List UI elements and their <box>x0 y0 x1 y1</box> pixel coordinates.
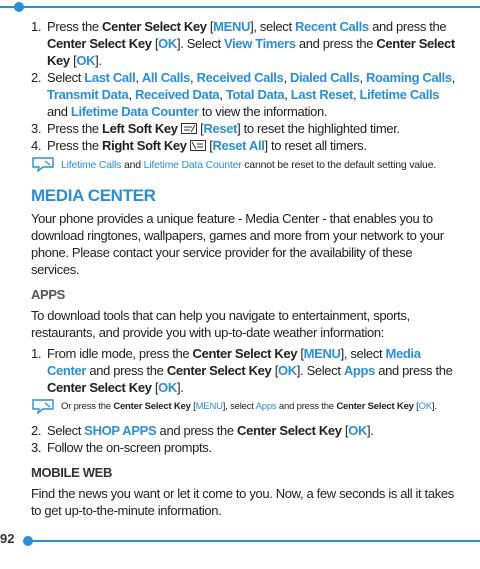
menu-term: OK <box>158 380 177 395</box>
note-icon <box>31 398 57 414</box>
step-text: [ <box>69 53 77 68</box>
step-text: ]. Select <box>176 36 225 51</box>
key-name: Center Select Key <box>166 363 272 378</box>
page-content <box>31 18 461 519</box>
timer-steps <box>31 18 461 154</box>
separator: , <box>284 87 291 102</box>
separator: , <box>283 70 290 85</box>
menu-term: OK <box>158 36 177 51</box>
step-text: From idle mode, press the <box>47 346 193 361</box>
step-text: [ <box>271 363 278 378</box>
menu-term: Dialed Calls <box>289 70 360 85</box>
menu-term: Transmit Data <box>47 87 129 102</box>
separator: , <box>219 87 226 102</box>
timer-step-2 <box>31 69 461 120</box>
separator: , <box>190 70 197 85</box>
menu-term: Reset All <box>212 138 265 153</box>
key-name: Center Select Key <box>47 380 152 395</box>
apps-intro: To download tools that can help you navigate to entertainment, sports, restaurants, and provide you with up-to-date weather information: <box>31 308 410 340</box>
note-term: OK <box>418 401 432 412</box>
step-text: ]. Select <box>296 363 344 378</box>
right-soft-key-icon <box>190 140 206 151</box>
step-text: ], select <box>250 19 295 34</box>
menu-term: Reset <box>203 121 238 136</box>
menu-term: Total Data <box>225 87 285 102</box>
apps-step-3 <box>31 439 461 456</box>
top-rule <box>0 6 480 8</box>
step-text: Select <box>47 70 85 85</box>
step-text: ]. <box>367 423 374 438</box>
menu-term: MENU <box>303 346 341 361</box>
note-term: MENU <box>195 401 223 412</box>
timer-step-4 <box>31 137 461 154</box>
apps-steps-continued <box>31 422 461 456</box>
note-apps-shortcut <box>31 400 461 414</box>
menu-term: Recent Calls <box>294 19 369 34</box>
media-center-intro: Your phone provides a unique feature - Media Center - that enables you to download ringtones, wallpapers, games and more from your network to your phone. Please contact your service provider for the availability of these services. <box>31 211 444 277</box>
bottom-rule-dot <box>23 536 33 546</box>
step-number: 3. <box>31 440 42 455</box>
separator: and <box>47 104 71 119</box>
step-text: ] to reset all timers. <box>264 138 367 153</box>
note-text: and <box>121 159 144 171</box>
apps-steps <box>31 345 461 396</box>
note-term: Lifetime Calls <box>61 159 122 171</box>
step-text: [ <box>341 423 349 438</box>
step-text: [ <box>297 346 304 361</box>
step-text: [ <box>205 138 213 153</box>
step-number: 3. <box>31 121 42 136</box>
note-text: cannot be reset to the default setting value. <box>241 159 437 171</box>
page-number: 92 <box>0 531 15 546</box>
step-text: and press the <box>295 36 377 51</box>
timer-step-1 <box>31 18 461 69</box>
step-text: Press the <box>47 138 103 153</box>
step-text: and press the <box>156 423 238 438</box>
key-name: Left Soft Key <box>102 121 178 136</box>
separator: , <box>451 70 456 85</box>
key-name: Center Select Key <box>192 346 298 361</box>
separator: , <box>135 70 142 85</box>
note-text: [ <box>190 401 196 412</box>
step-text: Press the <box>47 121 103 136</box>
step-number: 1. <box>31 19 42 34</box>
step-text: Follow the on-screen prompts. <box>47 440 212 455</box>
media-center-heading: MEDIA CENTER <box>31 186 156 205</box>
step-number: 2. <box>31 423 42 438</box>
note-text: and press the <box>276 401 337 412</box>
menu-term: Lifetime Calls <box>359 87 440 102</box>
menu-term: SHOP APPS <box>84 423 157 438</box>
step-text: Select <box>47 423 85 438</box>
step-text: [ <box>151 36 159 51</box>
step-number: 1. <box>31 346 42 361</box>
apps-step-2 <box>31 422 461 439</box>
note-text: ], select <box>222 401 256 412</box>
menu-term: Lifetime Data Counter <box>70 104 199 119</box>
step-text: ]. <box>176 380 184 395</box>
step-text: and press the <box>368 19 447 34</box>
menu-term: Last Call <box>84 70 136 85</box>
menu-term: Roaming Calls <box>366 70 452 85</box>
top-rule-dot <box>14 2 24 12</box>
menu-term: OK <box>348 423 367 438</box>
step-text: [ <box>206 19 214 34</box>
separator: , <box>359 70 366 85</box>
key-name: Right Soft Key <box>102 138 187 153</box>
note-lifetime <box>31 158 461 172</box>
step-text: and press the <box>86 363 167 378</box>
note-term: Apps <box>255 401 277 412</box>
left-soft-key-icon <box>181 123 197 134</box>
menu-term: Last Reset <box>290 87 354 102</box>
note-text: Or press the <box>61 401 114 412</box>
menu-term: MENU <box>213 19 251 34</box>
step-text: [ <box>151 380 159 395</box>
separator: , <box>128 87 135 102</box>
menu-term: All Calls <box>141 70 191 85</box>
bottom-rule <box>30 540 480 542</box>
menu-term: Media Center <box>47 346 421 378</box>
key-name: Center Select Key <box>113 401 191 412</box>
timer-step-3 <box>31 120 461 137</box>
apps-step-1 <box>31 345 461 396</box>
step-text: to view the information. <box>198 104 328 119</box>
menu-term: OK <box>277 363 297 378</box>
note-icon <box>31 156 57 172</box>
step-text: [ <box>196 121 204 136</box>
step-text: ] to reset the highlighted timer. <box>237 121 400 136</box>
step-text: Press the <box>47 19 103 34</box>
apps-heading: APPS <box>31 287 66 302</box>
key-name: Center Select Key <box>47 36 152 51</box>
note-term: Lifetime Data Counter <box>143 159 242 171</box>
mobile-web-intro: Find the news you want or let it come to you. Now, a few seconds is all it takes to get up-to-the-minute information. <box>31 486 454 518</box>
key-name: Center Select Key <box>102 19 207 34</box>
step-text: and press the <box>374 363 453 378</box>
menu-term: Received Calls <box>196 70 284 85</box>
step-number: 2. <box>31 70 42 85</box>
step-text: ]. <box>95 53 102 68</box>
key-name: Center Select Key <box>47 36 455 68</box>
mobile-web-heading: MOBILE WEB <box>31 465 112 480</box>
separator: , <box>353 87 360 102</box>
key-name: Center Select Key <box>336 401 414 412</box>
menu-term: Apps <box>343 363 375 378</box>
menu-term: OK <box>76 53 96 68</box>
menu-term: View Timers <box>224 36 296 51</box>
step-text: ], select <box>340 346 386 361</box>
note-text: [ <box>413 401 419 412</box>
step-number: 4. <box>31 138 42 153</box>
menu-term: Received Data <box>134 87 220 102</box>
key-name: Center Select Key <box>237 423 342 438</box>
note-text: ]. <box>431 401 437 412</box>
